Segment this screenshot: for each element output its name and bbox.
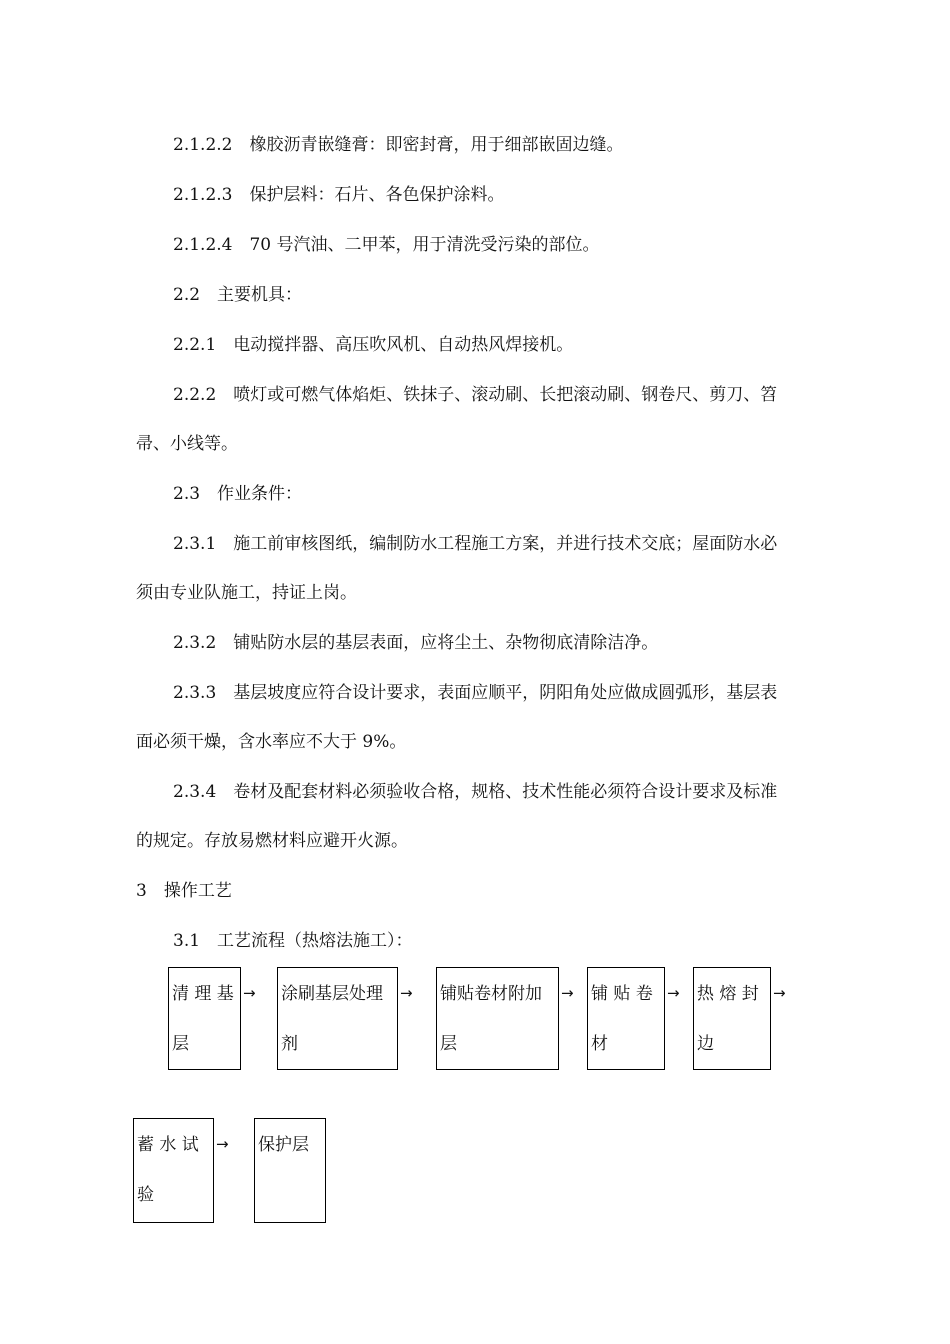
flow-step-label: 铺 贴 卷 xyxy=(591,984,653,1004)
para-2-3-1-line1: 2.3.1 施工前审核图纸，编制防水工程施工方案，并进行技术交底；屋面防水必 xyxy=(173,534,778,554)
flow-step-clean-base xyxy=(168,967,241,1070)
flow-step-label: 热 熔 封 xyxy=(697,984,759,1004)
flow-step-label: 层 xyxy=(440,1034,457,1054)
para-2-1-2-3: 2.1.2.3 保护层料：石片、各色保护涂料。 xyxy=(173,185,505,205)
para-2-3-4-line2: 的规定。存放易燃材料应避开火源。 xyxy=(136,831,408,851)
flow-step-label: 边 xyxy=(697,1034,714,1054)
flow-step-lay-membrane xyxy=(587,967,665,1070)
flow-arrow: → xyxy=(561,984,574,1002)
heading-3-1: 3.1 工艺流程（热熔法施工）： xyxy=(173,931,413,951)
para-2-1-2-2: 2.1.2.2 橡胶沥青嵌缝膏：即密封膏，用于细部嵌固边缝。 xyxy=(173,135,624,155)
flow-arrow: → xyxy=(243,984,256,1002)
para-2-3-1-line2: 须由专业队施工，持证上岗。 xyxy=(136,583,357,603)
flow-step-label: 涂刷基层处理 xyxy=(281,984,383,1004)
flow-step-label: 材 xyxy=(591,1034,608,1054)
flow-step-label: 铺贴卷材附加 xyxy=(440,984,542,1004)
flow-arrow: → xyxy=(667,984,680,1002)
flow-step-additional-layer xyxy=(436,967,559,1070)
para-2-3-3-line2: 面必须干燥，含水率应不大于 9%。 xyxy=(136,732,407,752)
flow-arrow: → xyxy=(400,984,413,1002)
flow-step-label: 剂 xyxy=(281,1034,298,1054)
para-2-2-2-line2: 帚、小线等。 xyxy=(136,434,238,454)
flow-step-label: 蓄 水 试 xyxy=(137,1135,199,1155)
flow-arrow: → xyxy=(773,984,786,1002)
heading-2-2: 2.2 主要机具： xyxy=(173,285,303,305)
flow-step-label: 层 xyxy=(172,1034,189,1054)
flow-step-primer xyxy=(277,967,398,1070)
flow-step-protective-layer xyxy=(254,1118,326,1223)
para-2-2-1: 2.2.1 电动搅拌器、高压吹风机、自动热风焊接机。 xyxy=(173,335,574,355)
flow-step-label: 清 理 基 xyxy=(172,984,234,1004)
para-2-1-2-4: 2.1.2.4 70 号汽油、二甲苯，用于清洗受污染的部位。 xyxy=(173,235,600,255)
para-2-2-2-line1: 2.2.2 喷灯或可燃气体焰炬、铁抹子、滚动刷、长把滚动刷、钢卷尺、剪刀、笤 xyxy=(173,385,778,405)
flow-arrow: → xyxy=(216,1135,229,1153)
para-2-3-4-line1: 2.3.4 卷材及配套材料必须验收合格，规格、技术性能必须符合设计要求及标准 xyxy=(173,782,778,802)
para-2-3-3-line1: 2.3.3 基层坡度应符合设计要求，表面应顺平，阴阳角处应做成圆弧形，基层表 xyxy=(173,683,778,703)
heading-3: 3 操作工艺 xyxy=(136,881,232,901)
heading-2-3: 2.3 作业条件： xyxy=(173,484,303,504)
para-2-3-2: 2.3.2 铺贴防水层的基层表面，应将尘土、杂物彻底清除洁净。 xyxy=(173,633,659,653)
flow-step-heat-seal xyxy=(693,967,771,1070)
flow-step-label: 验 xyxy=(137,1185,154,1205)
flow-step-label: 保护层 xyxy=(258,1135,309,1155)
flow-step-water-test xyxy=(133,1118,214,1223)
